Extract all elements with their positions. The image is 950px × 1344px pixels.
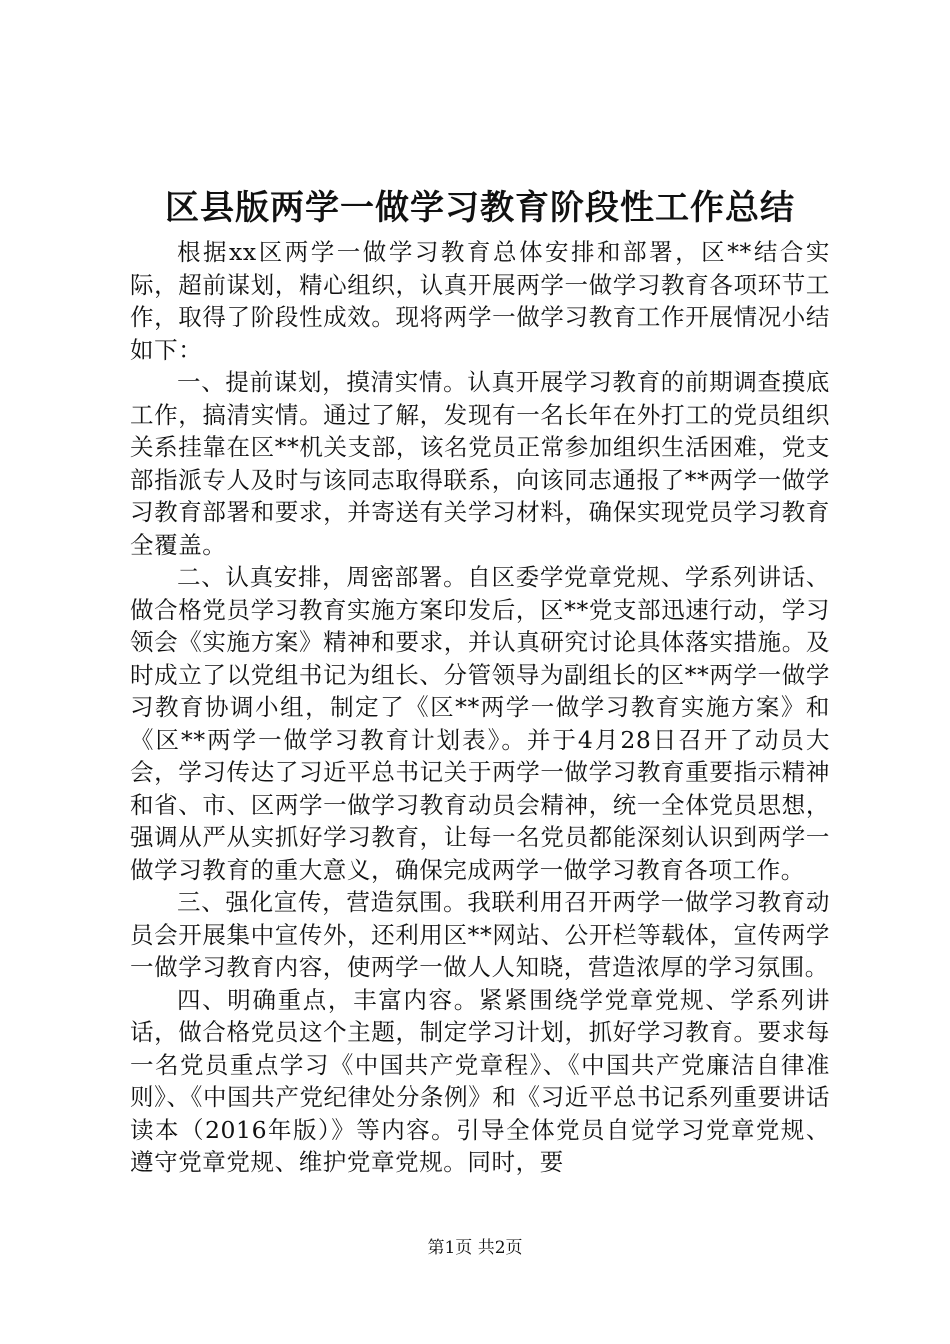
- paragraph-section-1: 一、提前谋划，摸清实情。认真开展学习教育的前期调查摸底工作，搞清实情。通过了解，发现有一名长年在外打工的党员组织关系挂靠在区**机关支部，该名党员正常参加组织生活困难，党支部指派专人及时与该同志取得联系，向该同志通报了**两学一做学习教育部署和要求，并寄送有关学习材料，确保实现党员学习教育全覆盖。: [130, 368, 830, 559]
- paragraph-section-4: 四、明确重点，丰富内容。紧紧围绕学党章党规、学系列讲话，做合格党员这个主题，制定学习计划，抓好学习教育。要求每一名党员重点学习《中国共产党章程》、《中国共产党廉洁自律准则》、《中国共产党纪律处分条例》和《习近平总书记系列重要讲话读本（2016年版）》等内容。引导全体党员自觉学习党章党规、遵守党章党规、维护党章党规。同时，要: [130, 985, 830, 1176]
- document-body: [130, 236, 830, 1179]
- paragraph-section-3: 三、强化宣传，营造氛围。我联利用召开两学一做学习教育动员会开展集中宣传外，还利用区**网站、公开栏等载体，宣传两学一做学习教育内容，使两学一做人人知晓，营造浓厚的学习氛围。: [130, 888, 830, 981]
- paragraph-section-2: 二、认真安排，周密部署。自区委学党章党规、学系列讲话、做合格党员学习教育实施方案印发后，区**党支部迅速行动，学习领会《实施方案》精神和要求，并认真研究讨论具体落实措施。及时成立了以党组书记为组长、分管领导为副组长的区**两学一做学习教育协调小组，制定了《区**两学一做学习教育实施方案》和《区**两学一做学习教育计划表》。并于4月28日召开了动员大会，学习传达了习近平总书记关于两学一做学习教育重要指示精神和省、市、区两学一做学习教育动员会精神，统一全体党员思想，强调从严从实抓好学习教育，让每一名党员都能深刻认识到两学一做学习教育的重大意义，确保完成两学一做学习教育各项工作。: [130, 563, 830, 884]
- page-number: 第1页 共2页: [427, 1238, 523, 1258]
- paragraph-intro: 根据xx区两学一做学习教育总体安排和部署，区**结合实际，超前谋划，精心组织，认真开展两学一做学习教育各项环节工作，取得了阶段性成效。现将两学一做学习教育工作开展情况小结如下：: [130, 238, 830, 364]
- document-title: 区县版两学一做学习教育阶段性工作总结: [165, 188, 795, 228]
